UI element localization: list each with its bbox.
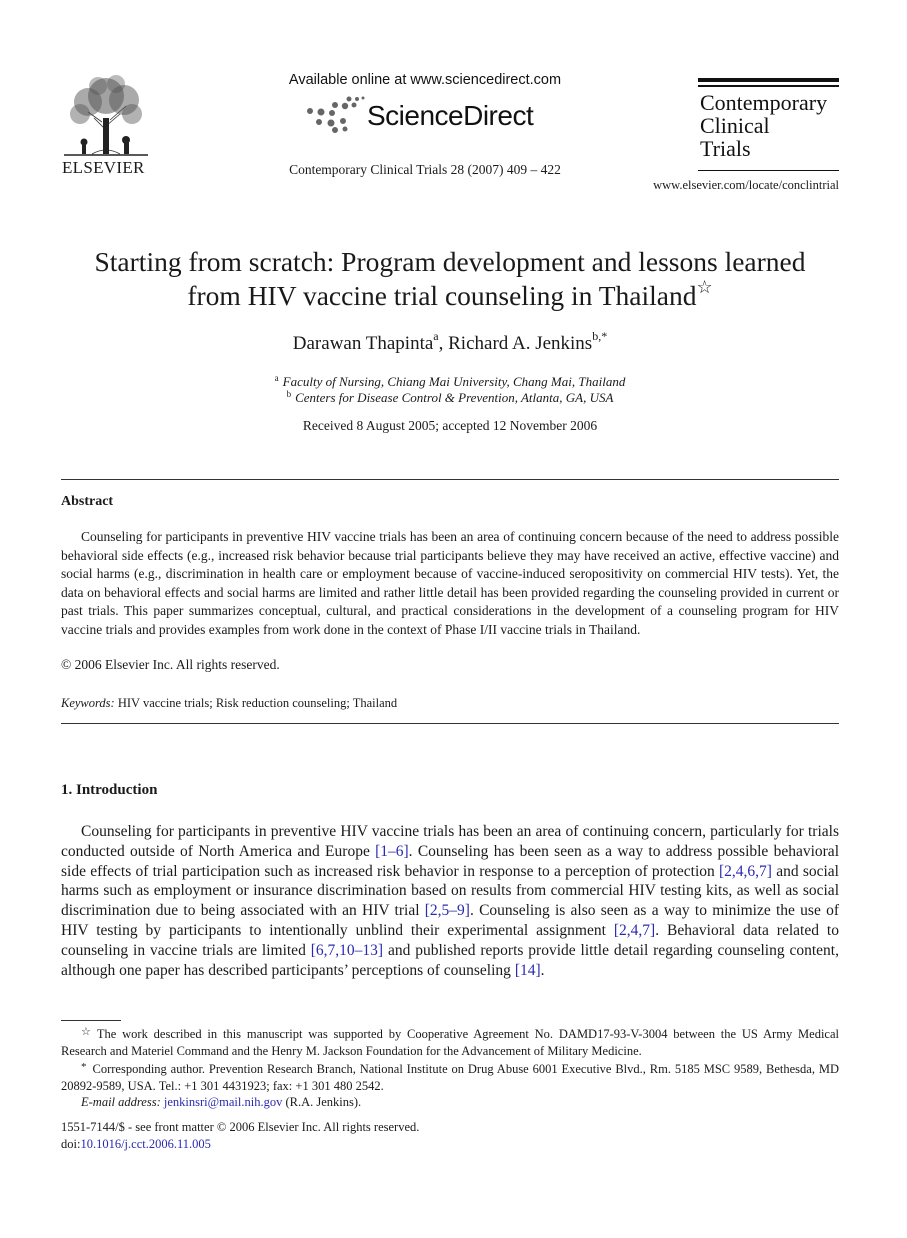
footnote-asterisk-mark: *	[81, 1061, 87, 1073]
journal-url-rule	[698, 170, 839, 171]
keywords-list: HIV vaccine trials; Risk reduction counseling; Thailand	[114, 696, 398, 710]
affiliation	[60, 390, 840, 406]
footnote-text: Corresponding author. Prevention Research Branch, National Institute on Drug Abuse 6001 Executive Blvd., Rm. 5185 MSC 9589, Bethesda, MD 20892-9589, USA. Tel.: +1 301 4431923; fax: +1 301 480 2542.	[61, 1062, 839, 1093]
affiliations	[60, 374, 840, 406]
title-footnote-mark[interactable]: ☆	[696, 277, 713, 297]
journal-title-box	[698, 78, 839, 160]
body-text: . Counseling is also seen as a way to minimize the use of HIV testing by participants to intentionally unblind their experimental assignment	[61, 902, 839, 939]
body-text: . Counseling has been seen as a way to address possible behavioral side effects of trial participation such as increased risk behavior in response to a perception of protection	[61, 842, 839, 880]
footnote-funding	[61, 1024, 839, 1059]
affiliation	[60, 374, 840, 390]
keywords-label: Keywords:	[61, 696, 115, 710]
front-matter	[61, 1119, 419, 1153]
journal-title-line: Clinical	[700, 112, 770, 138]
sciencedirect-logo[interactable]	[305, 96, 555, 136]
affiliation-text: Faculty of Nursing, Chiang Mai University, Chang Mai, Thailand	[282, 374, 626, 389]
doi-line	[61, 1136, 419, 1153]
issn-line: 1551-7144/$ - see front matter © 2006 Elsevier Inc. All rights reserved.	[61, 1120, 420, 1134]
citation-link[interactable]: [14]	[514, 961, 541, 979]
abstract-copyright: © 2006 Elsevier Inc. All rights reserved.	[61, 657, 280, 672]
citation-link[interactable]: [2,4,6,7]	[719, 862, 772, 880]
journal-title-line: Trials	[700, 135, 751, 161]
footnotes	[61, 1024, 839, 1111]
footnote-corresponding	[61, 1059, 839, 1094]
article-title	[60, 245, 840, 313]
author-name[interactable]: Richard A. Jenkins	[448, 333, 593, 354]
citation-link[interactable]: [1–6]	[375, 842, 409, 860]
journal-title	[700, 91, 839, 160]
article-title-line	[60, 279, 840, 313]
article-title-text: from HIV vaccine trial counseling in Thailand	[187, 280, 697, 311]
affiliation-text: Centers for Disease Control & Prevention, Atlanta, GA, USA	[295, 390, 614, 405]
journal-url[interactable]: www.elsevier.com/locate/conclintrial	[653, 178, 839, 192]
body-text: and published reports provide little detail regarding counseling content, although one paper has described participants’ perceptions of counseling	[61, 941, 839, 979]
abstract-heading: Abstract	[61, 494, 114, 509]
sciencedirect-dots-icon	[305, 96, 367, 134]
author-affil-mark: b,*	[592, 329, 608, 343]
abstract-bottom-rule	[61, 723, 839, 724]
journal-title-rule-thick	[698, 78, 839, 82]
received-dates: Received 8 August 2005; accepted 12 November 2006	[302, 418, 598, 433]
doi-label: doi:	[61, 1137, 81, 1151]
affiliation-mark: a	[274, 373, 279, 383]
affiliation-mark: b	[286, 389, 292, 399]
author-list	[60, 329, 840, 355]
footnote-star-mark: ☆	[81, 1026, 91, 1038]
email-label: E-mail address:	[81, 1095, 161, 1109]
body-text: .	[540, 961, 545, 979]
sciencedirect-wordmark: ScienceDirect	[367, 100, 534, 131]
author-separator: ,	[438, 333, 449, 354]
footnote-rule	[61, 1020, 121, 1021]
journal-title-rule-thin	[698, 85, 839, 87]
author-name[interactable]: Darawan Thapinta	[292, 333, 434, 354]
elsevier-wordmark: ELSEVIER	[62, 158, 145, 177]
article-title-line: Starting from scratch: Program development and lessons learned	[94, 246, 806, 277]
introduction-paragraph	[61, 822, 839, 980]
body-text: . Behavioral data related to counseling in vaccine trials are limited	[61, 921, 839, 959]
citation-link[interactable]: [6,7,10–13]	[310, 941, 384, 959]
author-affil-mark: a	[433, 329, 439, 343]
keywords	[61, 696, 397, 711]
doi-link[interactable]: 10.1016/j.cct.2006.11.005	[80, 1137, 211, 1151]
email-link[interactable]: jenkinsri@mail.nih.gov	[163, 1095, 283, 1109]
footnote-email	[61, 1094, 839, 1111]
citation-link[interactable]: [2,4,7]	[613, 921, 656, 939]
citation-link[interactable]: [2,5–9]	[424, 902, 470, 920]
email-suffix: (R.A. Jenkins).	[282, 1095, 362, 1109]
abstract-body: Counseling for participants in preventive HIV vaccine trials has been an area of continuing concern because of the need to address possible behavioral side effects (e.g., increased risk behavior because trial participants believe they may have received an active, effective vaccine) and social harms (e.g., discrimination in health care or employment because of vaccine-induced seropositivity on commercial HIV tests). Yet, the data on behavioral effects and social harms are limited and rather little detail has been provided regarding the counseling provided in current or past trials. This paper summarizes conceptual, cultural, and practical considerations in the development of a counseling program for HIV vaccine trials and provides examples from work done in the context of Phase I/II vaccine trials in Thailand.	[61, 529, 839, 637]
available-online-text: Available online at www.sciencedirect.com	[288, 72, 562, 88]
section-heading-introduction: 1. Introduction	[61, 782, 158, 798]
abstract-top-rule	[61, 479, 839, 480]
journal-citation: Contemporary Clinical Trials 28 (2007) 409 – 422	[289, 162, 561, 177]
footnote-text: The work described in this manuscript was supported by Cooperative Agreement No. DAMD17-93-V-3004 between the US Army Medical Research and Materiel Command and the Henry M. Jackson Foundation for the Advancement of Military Medicine.	[61, 1027, 839, 1058]
journal-title-line: Contemporary	[700, 89, 828, 115]
body-text: and social harms such as employment or insurance discrimination based on results from commercial HIV testing kits, as well as social discrimination due to being associated with an HIV trial	[61, 862, 839, 920]
body-text: Counseling for participants in preventive HIV vaccine trials has been an area of continuing concern, particularly for trials conducted outside of North America and Europe	[61, 823, 839, 860]
available-online-line	[270, 72, 580, 88]
